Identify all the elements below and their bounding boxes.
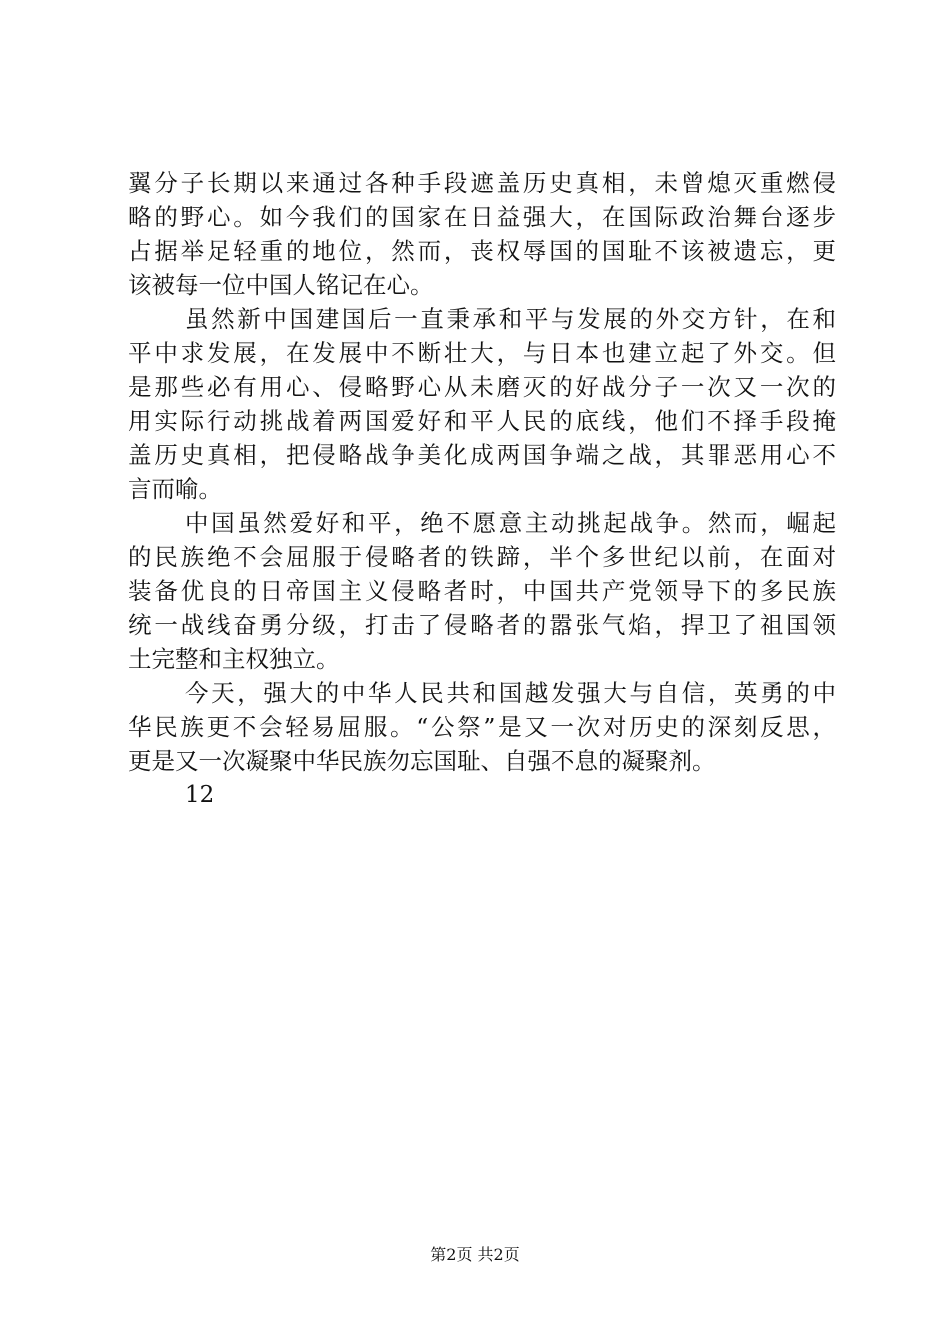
text-line: 平中求发展，在发展中不断壮大，与日本也建立起了外交。但 [128,339,836,367]
text-line: 装备优良的日帝国主义侵略者时，中国共产党领导下的多民族 [128,577,836,605]
text-line: 华民族更不会轻易屈服。“公祭”是又一次对历史的深刻反思， [128,713,836,741]
text-line: 言而喻。 [128,475,222,503]
text-line: 今天，强大的中华人民共和国越发强大与自信，英勇的中 [185,679,836,707]
paragraph-resistance [128,506,836,676]
text-line: 翼分子长期以来通过各种手段遮盖历史真相，未曾熄灭重燃侵 [128,169,836,197]
text-line: 统一战线奋勇分级，打击了侵略者的嚣张气焰，捍卫了祖国领 [128,611,836,639]
text-fragment: 12 [185,782,215,808]
document-body [128,166,836,812]
page-footer [0,1244,950,1266]
text-line: 是那些必有用心、侵略野心从未磨灭的好战分子一次又一次的 [128,373,836,401]
text-line: 盖历史真相，把侵略战争美化成两国争端之战，其罪恶用心不 [128,441,836,469]
text-line: 该被每一位中国人铭记在心。 [128,271,434,299]
text-line: 的民族绝不会屈服于侵略者的铁蹄，半个多世纪以前，在面对 [128,543,836,571]
text-line: 土完整和主权独立。 [128,645,340,673]
text-line: 用实际行动挑战着两国爱好和平人民的底线，他们不择手段掩 [128,407,836,435]
text-line: 略的野心。如今我们的国家在日益强大，在国际政治舞台逐步 [128,203,836,231]
paragraph-continuation [128,166,836,302]
paragraph-today [128,676,836,778]
paragraph-peace-policy [128,302,836,506]
text-line: 中国虽然爱好和平，绝不愿意主动挑起战争。然而，崛起 [185,509,836,537]
text-line: 更是又一次凝聚中华民族勿忘国耻、自强不息的凝聚剂。 [128,747,716,775]
text-line: 占据举足轻重的地位，然而，丧权辱国的国耻不该被遗忘，更 [128,237,836,265]
text-line: 虽然新中国建国后一直秉承和平与发展的外交方针，在和 [185,305,836,333]
page-number-label: 第2页 共2页 [430,1245,520,1264]
